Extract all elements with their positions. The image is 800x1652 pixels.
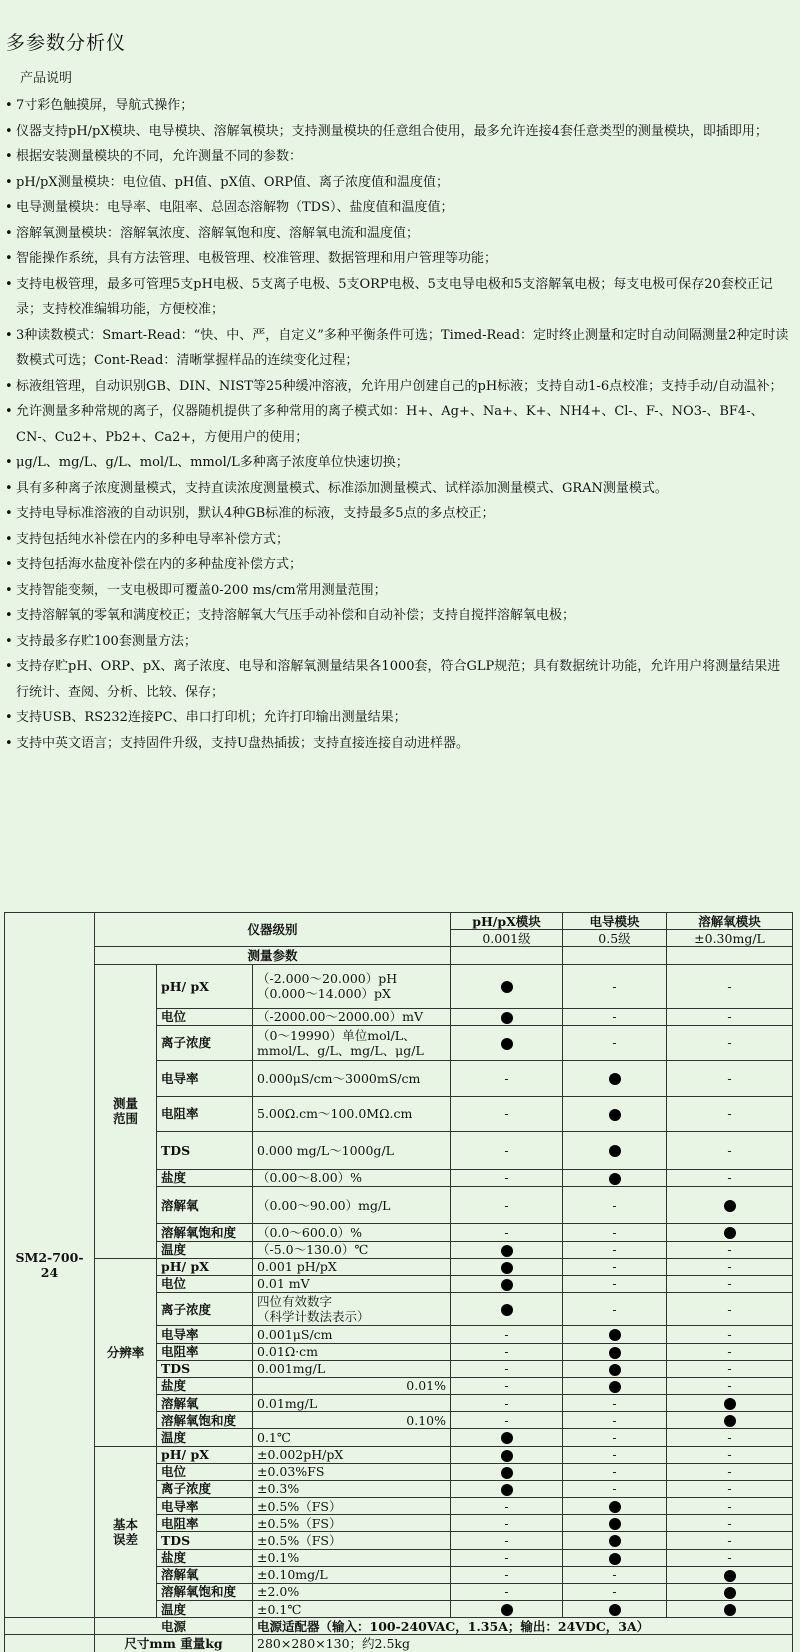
param-value: 0.10% — [253, 1412, 451, 1429]
param-name: 离子浓度 — [157, 1480, 253, 1497]
supported-mark — [563, 1498, 667, 1515]
param-label: 测量参数 — [95, 947, 451, 964]
param-name: pH/ pX — [157, 964, 253, 1008]
feature-item — [0, 119, 800, 145]
param-name: 电阻率 — [157, 1343, 253, 1360]
table-row — [5, 947, 793, 964]
not-supported-mark: - — [667, 1446, 793, 1463]
not-supported-mark: - — [667, 1549, 793, 1566]
supported-mark — [563, 1096, 667, 1131]
param-value: （0～19990）单位mol/L、 mmol/L、g/L、mg/L、μg/L — [253, 1025, 451, 1060]
param-value: （0.00～8.00）% — [253, 1169, 451, 1186]
not-supported-mark: - — [667, 1025, 793, 1060]
param-name: 电位 — [157, 1463, 253, 1480]
supported-mark — [451, 1293, 563, 1326]
feature-item — [0, 170, 800, 196]
not-supported-mark: - — [451, 1532, 563, 1549]
not-supported-mark: - — [451, 1583, 563, 1600]
feature-list — [0, 93, 800, 756]
param-name: 离子浓度 — [157, 1025, 253, 1060]
not-supported-mark: - — [451, 1498, 563, 1515]
filled-circle-icon — [501, 1262, 513, 1274]
filled-circle-icon — [724, 1570, 736, 1582]
size-label: 尺寸mm 重量kg — [95, 1635, 253, 1652]
table-cell — [5, 1618, 95, 1635]
not-supported-mark: - — [451, 1326, 563, 1343]
bullet-icon: • — [5, 659, 13, 674]
param-value: 四位有效数字 （科学计数法表示） — [253, 1293, 451, 1326]
param-value: （-2.000～20.000）pH （0.000～14.000）pX — [253, 964, 451, 1008]
not-supported-mark: - — [667, 1480, 793, 1497]
feature-item — [0, 221, 800, 247]
feature-text: 标液组管理，自动识别GB、DIN、NIST等25种缓冲溶液，允许用户创建自己的pH标液；支持自动1-6点校准；支持手动/自动温补； — [16, 378, 783, 394]
param-name: 盐度 — [157, 1549, 253, 1566]
param-value: ±0.3% — [253, 1480, 451, 1497]
bullet-icon: • — [5, 557, 13, 572]
not-supported-mark: - — [451, 1132, 563, 1170]
param-value: 0.01% — [253, 1377, 451, 1394]
param-value: 0.001mg/L — [253, 1360, 451, 1377]
supported-mark — [451, 1446, 563, 1463]
filled-circle-icon — [609, 1329, 621, 1341]
group-label: 分辨率 — [95, 1258, 157, 1446]
param-value: ±0.1℃ — [253, 1601, 451, 1618]
bullet-icon: • — [5, 149, 13, 164]
feature-text: 支持存贮pH、ORP、pX、离子浓度、电导和溶解氧测量结果各1000套，符合GLP规范；具有数据统计功能，允许用户将测量结果进行统计、查阅、分析、比较、保存； — [16, 659, 781, 700]
table-row — [5, 1446, 793, 1463]
filled-circle-icon — [724, 1587, 736, 1599]
bullet-icon: • — [5, 455, 13, 470]
bullet-icon: • — [5, 251, 13, 266]
table-row — [5, 1618, 793, 1635]
supported-mark — [667, 1186, 793, 1224]
param-value: ±0.1% — [253, 1549, 451, 1566]
filled-circle-icon — [724, 1200, 736, 1212]
feature-text: 允许测量多种常规的离子，仪器随机提供了多种常用的离子模式如：H+、Ag+、Na+、K+、NH4+、Cl-、F-、NO3-、BF4-、CN-、Cu2+、Pb2+、Ca2+，方便用户的使用； — [16, 404, 764, 445]
not-supported-mark: - — [667, 1498, 793, 1515]
not-supported-mark: - — [451, 1186, 563, 1224]
not-supported-mark: - — [451, 1096, 563, 1131]
param-value: （0.00～90.00）mg/L — [253, 1186, 451, 1224]
not-supported-mark: - — [563, 1186, 667, 1224]
param-value: 0.01Ω·cm — [253, 1343, 451, 1360]
bullet-icon: • — [5, 225, 13, 241]
param-value: ±2.0% — [253, 1583, 451, 1600]
filled-circle-icon — [609, 1364, 621, 1376]
module-level: 0.001级 — [451, 930, 563, 947]
not-supported-mark: - — [563, 1293, 667, 1326]
power-label: 电源 — [95, 1618, 253, 1635]
table-row — [5, 964, 793, 1008]
feature-text: 支持智能变频，一支电极即可覆盖0-200 ms/cm常用测量范围； — [16, 582, 387, 598]
table-cell — [5, 1635, 95, 1652]
bullet-icon: • — [5, 200, 13, 215]
not-supported-mark: - — [451, 1360, 563, 1377]
power-value: 电源适配器（输入：100-240VAC，1.35A；输出：24VDC，3A） — [253, 1618, 793, 1635]
param-name: TDS — [157, 1132, 253, 1170]
feature-text: 支持中英文语言；支持固件升级，支持U盘热插拔；支持直接连接自动进样器。 — [16, 735, 469, 751]
not-supported-mark: - — [667, 1343, 793, 1360]
param-name: pH/ pX — [157, 1446, 253, 1463]
supported-mark — [667, 1224, 793, 1241]
bullet-icon: • — [5, 531, 13, 547]
param-name: pH/ pX — [157, 1258, 253, 1275]
feature-item — [0, 731, 800, 757]
param-name: 溶解氧 — [157, 1395, 253, 1412]
param-value: ±0.10mg/L — [253, 1566, 451, 1583]
param-value: ±0.5%（FS） — [253, 1532, 451, 1549]
param-value: 0.01mg/L — [253, 1395, 451, 1412]
module-name: 电导模块 — [563, 913, 667, 930]
supported-mark — [451, 1480, 563, 1497]
feature-item — [0, 323, 800, 374]
feature-text: 7寸彩色触摸屏，导航式操作； — [16, 98, 194, 113]
not-supported-mark: - — [563, 1446, 667, 1463]
not-supported-mark: - — [563, 1008, 667, 1025]
param-name: 离子浓度 — [157, 1293, 253, 1326]
not-supported-mark: - — [563, 1025, 667, 1060]
not-supported-mark: - — [563, 1566, 667, 1583]
filled-circle-icon — [501, 1038, 513, 1050]
not-supported-mark: - — [563, 964, 667, 1008]
feature-item — [0, 272, 800, 323]
feature-text: 支持包括纯水补偿在内的多种电导率补偿方式； — [16, 531, 290, 547]
bullet-icon: • — [5, 506, 13, 521]
group-label: 基本 误差 — [95, 1446, 157, 1618]
not-supported-mark: - — [667, 1360, 793, 1377]
feature-item — [0, 603, 800, 629]
filled-circle-icon — [724, 1604, 736, 1616]
filled-circle-icon — [609, 1501, 621, 1513]
not-supported-mark: - — [667, 1515, 793, 1532]
bullet-icon: • — [5, 480, 13, 496]
supported-mark — [451, 1601, 563, 1618]
not-supported-mark: - — [667, 1061, 793, 1096]
not-supported-mark: - — [451, 1377, 563, 1394]
feature-item — [0, 195, 800, 221]
feature-text: 智能操作系统，具有方法管理、电极管理、校准管理、数据管理和用户管理等功能； — [16, 251, 498, 266]
feature-item — [0, 144, 800, 170]
module-level: ±0.30mg/L — [667, 930, 793, 947]
not-supported-mark: - — [563, 1224, 667, 1241]
not-supported-mark: - — [451, 1395, 563, 1412]
bullet-icon: • — [5, 608, 13, 623]
not-supported-mark: - — [667, 1326, 793, 1343]
supported-mark — [667, 1412, 793, 1429]
module-name: pH/pX模块 — [451, 913, 563, 930]
param-name: 盐度 — [157, 1377, 253, 1394]
not-supported-mark: - — [667, 1532, 793, 1549]
feature-text: 支持电导标准溶液的自动识别，默认4种GB标准的标液，支持最多5点的多点校正； — [16, 506, 495, 521]
bullet-icon: • — [5, 98, 13, 113]
filled-circle-icon — [609, 1347, 621, 1359]
param-value: 5.00Ω.cm～100.0MΩ.cm — [253, 1096, 451, 1131]
supported-mark — [563, 1532, 667, 1549]
filled-circle-icon — [609, 1173, 621, 1185]
not-supported-mark: - — [667, 1377, 793, 1394]
bullet-icon: • — [5, 735, 13, 751]
filled-circle-icon — [724, 1415, 736, 1427]
supported-mark — [667, 1601, 793, 1618]
feature-item — [0, 93, 800, 119]
bullet-icon: • — [5, 633, 13, 649]
spec-table — [4, 912, 793, 1652]
supported-mark — [563, 1061, 667, 1096]
not-supported-mark: - — [667, 1132, 793, 1170]
param-name: 电导率 — [157, 1498, 253, 1515]
feature-text: 支持包括海水盐度补偿在内的多种盐度补偿方式； — [16, 557, 303, 572]
supported-mark — [563, 1601, 667, 1618]
feature-item — [0, 374, 800, 400]
feature-text: 支持电极管理，最多可管理5支pH电极、5支离子电极、5支ORP电极、5支电导电极和5支溶解氧电极；每支电极可保存20套校正记录；支持校准编辑功能，方便校准； — [16, 276, 773, 317]
supported-mark — [451, 964, 563, 1008]
supported-mark — [563, 1515, 667, 1532]
feature-item — [0, 654, 800, 705]
table-cell — [667, 947, 793, 964]
param-name: 溶解氧饱和度 — [157, 1412, 253, 1429]
filled-circle-icon — [501, 1245, 513, 1257]
not-supported-mark: - — [667, 1169, 793, 1186]
supported-mark — [563, 1377, 667, 1394]
supported-mark — [451, 1463, 563, 1480]
not-supported-mark: - — [563, 1395, 667, 1412]
param-name: 电位 — [157, 1275, 253, 1292]
bullet-icon: • — [5, 710, 13, 725]
not-supported-mark: - — [667, 1293, 793, 1326]
not-supported-mark: - — [451, 1061, 563, 1096]
not-supported-mark: - — [667, 1463, 793, 1480]
param-name: 温度 — [157, 1241, 253, 1258]
feature-text: 支持USB、RS232连接PC、串口打印机；允许打印输出测量结果； — [16, 710, 407, 725]
filled-circle-icon — [609, 1145, 621, 1157]
param-name: 溶解氧饱和度 — [157, 1224, 253, 1241]
param-name: TDS — [157, 1360, 253, 1377]
filled-circle-icon — [501, 1467, 513, 1479]
feature-item — [0, 527, 800, 553]
feature-text: 仪器支持pH/pX模块、电导模块、溶解氧模块；支持测量模块的任意组合使用，最多允许连接4套任意类型的测量模块，即插即用； — [16, 123, 768, 139]
model-cell: SM2-700-24 — [5, 913, 95, 1618]
not-supported-mark: - — [563, 1583, 667, 1600]
param-name: 盐度 — [157, 1169, 253, 1186]
feature-item — [0, 476, 800, 502]
param-value: （-2000.00～2000.00）mV — [253, 1008, 451, 1025]
not-supported-mark: - — [667, 1096, 793, 1131]
param-value: 0.000 mg/L～1000g/L — [253, 1132, 451, 1170]
filled-circle-icon — [609, 1381, 621, 1393]
param-value: ±0.002pH/pX — [253, 1446, 451, 1463]
supported-mark — [451, 1025, 563, 1060]
filled-circle-icon — [609, 1073, 621, 1085]
table-cell — [451, 947, 563, 964]
param-name: 温度 — [157, 1429, 253, 1446]
not-supported-mark: - — [563, 1480, 667, 1497]
not-supported-mark: - — [451, 1343, 563, 1360]
param-value: 0.001μS/cm — [253, 1326, 451, 1343]
not-supported-mark: - — [563, 1241, 667, 1258]
header-row — [5, 913, 793, 930]
bullet-icon: • — [5, 123, 13, 139]
not-supported-mark: - — [563, 1275, 667, 1292]
filled-circle-icon — [724, 1398, 736, 1410]
bullet-icon: • — [5, 404, 13, 419]
page-title: 多参数分析仪 — [6, 32, 127, 54]
feature-text: 3种读数模式：Smart-Read：“快、中、严，自定义”多种平衡条件可选；Timed-Read：定时终止测量和定时自动间隔测量2种定时读数模式可选；Cont-Read：清晰掌握样品的连续变化过程； — [16, 327, 789, 368]
feature-text: μg/L、mg/L、g/L、mol/L、mmol/L多种离子浓度单位快速切换； — [16, 455, 409, 470]
filled-circle-icon — [609, 1553, 621, 1565]
filled-circle-icon — [501, 1604, 513, 1616]
filled-circle-icon — [609, 1604, 621, 1616]
param-value: ±0.5%（FS） — [253, 1515, 451, 1532]
param-name: 溶解氧饱和度 — [157, 1583, 253, 1600]
supported-mark — [667, 1395, 793, 1412]
feature-text: 溶解氧测量模块：溶解氧浓度、溶解氧饱和度、溶解氧电流和温度值； — [16, 225, 420, 241]
param-value: （-5.0～130.0）℃ — [253, 1241, 451, 1258]
not-supported-mark: - — [563, 1412, 667, 1429]
filled-circle-icon — [501, 1484, 513, 1496]
supported-mark — [563, 1360, 667, 1377]
filled-circle-icon — [501, 1304, 513, 1316]
filled-circle-icon — [501, 981, 513, 993]
not-supported-mark: - — [667, 964, 793, 1008]
supported-mark — [563, 1169, 667, 1186]
bullet-icon: • — [5, 276, 13, 292]
feature-item — [0, 552, 800, 578]
param-name: 电阻率 — [157, 1096, 253, 1131]
filled-circle-icon — [609, 1535, 621, 1547]
feature-item — [0, 450, 800, 476]
not-supported-mark: - — [451, 1515, 563, 1532]
filled-circle-icon — [501, 1432, 513, 1444]
param-value: 0.000μS/cm～3000mS/cm — [253, 1061, 451, 1096]
supported-mark — [563, 1343, 667, 1360]
not-supported-mark: - — [451, 1412, 563, 1429]
param-value: 0.1℃ — [253, 1429, 451, 1446]
feature-item — [0, 578, 800, 604]
supported-mark — [451, 1429, 563, 1446]
feature-item — [0, 501, 800, 527]
filled-circle-icon — [724, 1227, 736, 1239]
not-supported-mark: - — [451, 1169, 563, 1186]
not-supported-mark: - — [451, 1549, 563, 1566]
param-value: 0.001 pH/pX — [253, 1258, 451, 1275]
filled-circle-icon — [609, 1109, 621, 1121]
param-name: 电导率 — [157, 1061, 253, 1096]
filled-circle-icon — [501, 1279, 513, 1291]
instrument-level-label: 仪器级别 — [95, 913, 451, 947]
param-name: 电阻率 — [157, 1515, 253, 1532]
not-supported-mark: - — [667, 1429, 793, 1446]
filled-circle-icon — [501, 1012, 513, 1024]
feature-item — [0, 399, 800, 450]
param-value: ±0.03%FS — [253, 1463, 451, 1480]
param-name: 溶解氧 — [157, 1186, 253, 1224]
group-label: 测量 范围 — [95, 964, 157, 1258]
not-supported-mark: - — [563, 1429, 667, 1446]
bullet-icon: • — [5, 327, 13, 343]
not-supported-mark: - — [667, 1008, 793, 1025]
param-name: 电位 — [157, 1008, 253, 1025]
param-value: ±0.5%（FS） — [253, 1498, 451, 1515]
not-supported-mark: - — [563, 1258, 667, 1275]
not-supported-mark: - — [451, 1566, 563, 1583]
supported-mark — [667, 1566, 793, 1583]
not-supported-mark: - — [451, 1224, 563, 1241]
feature-text: 支持最多存贮100套测量方法； — [16, 633, 197, 649]
param-name: TDS — [157, 1532, 253, 1549]
table-cell — [563, 947, 667, 964]
filled-circle-icon — [501, 1450, 513, 1462]
supported-mark — [451, 1275, 563, 1292]
filled-circle-icon — [609, 1518, 621, 1530]
param-name: 电导率 — [157, 1326, 253, 1343]
not-supported-mark: - — [563, 1463, 667, 1480]
feature-text: 电导测量模块：电导率、电阻率、总固态溶解物（TDS）、盐度值和温度值； — [16, 200, 454, 215]
param-value: （0.0～600.0）% — [253, 1224, 451, 1241]
supported-mark — [563, 1132, 667, 1170]
bullet-icon: • — [5, 582, 13, 598]
supported-mark — [451, 1241, 563, 1258]
table-row — [5, 1635, 793, 1652]
module-level: 0.5级 — [563, 930, 667, 947]
feature-item — [0, 246, 800, 272]
supported-mark — [563, 1326, 667, 1343]
feature-text: 支持溶解氧的零氧和满度校正；支持溶解氧大气压手动补偿和自动补偿；支持自搅拌溶解氧电极； — [16, 608, 576, 623]
supported-mark — [563, 1549, 667, 1566]
feature-text: 具有多种离子浓度测量模式，支持直读浓度测量模式、标准添加测量模式、试样添加测量模式、GRAN测量模式。 — [16, 480, 668, 496]
not-supported-mark: - — [667, 1258, 793, 1275]
param-value: 0.01 mV — [253, 1275, 451, 1292]
not-supported-mark: - — [667, 1275, 793, 1292]
feature-text: 根据安装测量模块的不同，允许测量不同的参数： — [16, 149, 303, 164]
param-name: 温度 — [157, 1601, 253, 1618]
supported-mark — [667, 1583, 793, 1600]
product-description-heading: 产品说明 — [20, 71, 73, 86]
size-value: 280×280×130；约2.5kg — [253, 1635, 793, 1652]
module-name: 溶解氧模块 — [667, 913, 793, 930]
bullet-icon: • — [5, 174, 13, 190]
not-supported-mark: - — [667, 1241, 793, 1258]
supported-mark — [451, 1008, 563, 1025]
feature-item — [0, 629, 800, 655]
supported-mark — [451, 1258, 563, 1275]
feature-text: pH/pX测量模块：电位值、pH值、pX值、ORP值、离子浓度值和温度值； — [16, 174, 450, 190]
bullet-icon: • — [5, 378, 13, 394]
feature-item — [0, 705, 800, 731]
param-name: 溶解氧 — [157, 1566, 253, 1583]
table-row — [5, 1258, 793, 1275]
